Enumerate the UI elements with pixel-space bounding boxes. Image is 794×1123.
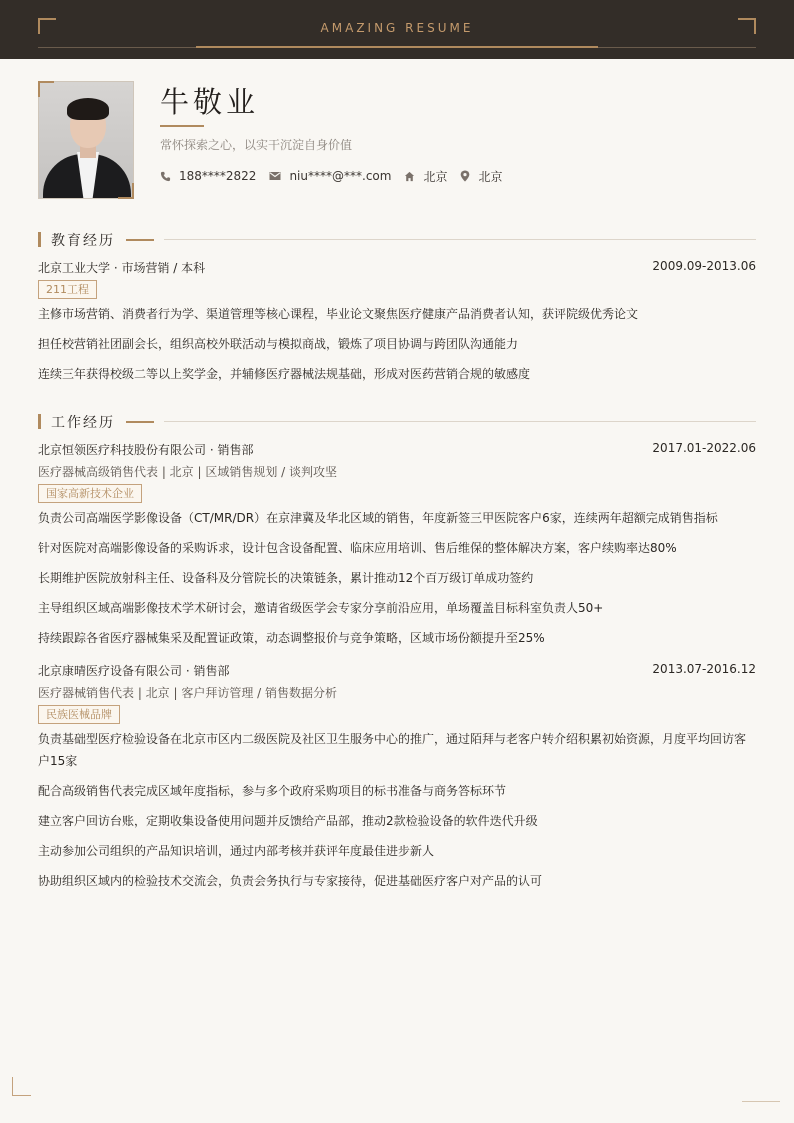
list-item: 长期维护医院放射科主任、设备科及分管院长的决策链条，累计推动12个百万级订单成功签约 — [38, 571, 534, 585]
list-item: 持续跟踪各省医疗器械集采及配置证政策，动态调整报价与竞争策略，区域市场份额提升至25% — [38, 631, 545, 645]
job-entry — [38, 441, 756, 458]
name-underline — [160, 125, 204, 127]
list-item: 担任校营销社团副会长，组织高校外联活动与模拟商战，锻炼了项目协调与跨团队沟通能力 — [38, 337, 519, 351]
location-city: 北京 — [478, 169, 503, 184]
corner-ornament — [12, 1077, 31, 1096]
phone-number: 188****2822 — [179, 169, 257, 183]
education-entry — [38, 259, 756, 276]
footer-rule — [742, 1101, 780, 1102]
section-title: 教育经历 — [51, 233, 115, 249]
section-work — [38, 413, 756, 431]
header-accent-rule — [196, 46, 598, 48]
list-item: 负责基础型医疗检验设备在北京市区内二级医院及社区卫生服务中心的推广，通过陌拜与老客户转介绍积累初始资源，月度平均回访客户15家 — [38, 732, 747, 768]
contact-email — [269, 169, 391, 183]
job-date: 2013.07-2016.12 — [652, 662, 756, 676]
home-icon — [404, 171, 415, 182]
email-address: niu****@***.com — [289, 169, 392, 183]
phone-icon — [160, 171, 171, 182]
header-bar — [0, 0, 794, 59]
location-pin-icon — [460, 170, 470, 182]
school-name: 北京工业大学 · 市场营销 / 本科 — [38, 261, 206, 275]
school-tag: 211工程 — [38, 280, 97, 299]
list-item: 负责公司高端医学影像设备（CT/MR/DR）在京津冀及华北区域的销售，年度新签三甲医院客户6家，连续两年超额完成销售指标 — [38, 511, 718, 525]
section-title: 工作经历 — [51, 415, 115, 431]
photo-corner — [118, 183, 134, 199]
job-date: 2017.01-2022.06 — [652, 441, 756, 455]
list-item: 主导组织区域高端影像技术学术研讨会，邀请省级医学会专家分享前沿应用，单场覆盖目标科室负责人50+ — [38, 601, 604, 615]
motto: 常怀探索之心，以实干沉淀自身价值 — [160, 138, 353, 152]
contact-info — [160, 167, 515, 185]
photo-corner — [38, 81, 54, 97]
profile-photo — [38, 81, 134, 199]
company-tag: 国家高新技术企业 — [38, 484, 142, 503]
brand-title: AMAZING RESUME — [320, 21, 474, 35]
list-item: 协助组织区域内的检验技术交流会，负责会务执行与专家接待，促进基础医疗客户对产品的认可 — [38, 874, 543, 888]
contact-phone — [160, 169, 256, 183]
section-education — [38, 231, 756, 249]
job-entry — [38, 662, 756, 679]
job-role: 医疗器械高级销售代表 | 北京 | 区域销售规划 / 谈判攻坚 — [38, 465, 338, 479]
list-item: 主修市场营销、消费者行为学、渠道管理等核心课程，毕业论文聚焦医疗健康产品消费者认知，获评院级优秀论文 — [38, 307, 639, 321]
list-item: 主动参加公司组织的产品知识培训，通过内部考核并获评年度最佳进步新人 — [38, 844, 435, 858]
contact-home — [404, 168, 447, 185]
mail-icon — [269, 171, 281, 181]
list-item: 连续三年获得校级二等以上奖学金，并辅修医疗器械法规基础，形成对医药营销合规的敏感度 — [38, 367, 531, 381]
job-role: 医疗器械销售代表 | 北京 | 客户拜访管理 / 销售数据分析 — [38, 686, 338, 700]
company-name: 北京康晴医疗设备有限公司 · 销售部 — [38, 664, 230, 678]
list-item: 建立客户回访台账，定期收集设备使用问题并反馈给产品部，推动2款检验设备的软件迭代升级 — [38, 814, 538, 828]
company-name: 北京恒领医疗科技股份有限公司 · 销售部 — [38, 443, 254, 457]
contact-location — [460, 168, 502, 185]
list-item: 针对医院对高端影像设备的采购诉求，设计包含设备配置、临床应用培训、售后维保的整体解决方案，客户续购率达80% — [38, 541, 677, 555]
candidate-name: 牛敬业 — [160, 85, 260, 119]
company-tag: 民族医械品牌 — [38, 705, 120, 724]
home-city: 北京 — [423, 169, 448, 184]
list-item: 配合高级销售代表完成区域年度指标，参与多个政府采购项目的标书准备与商务答标环节 — [38, 784, 507, 798]
education-date: 2009.09-2013.06 — [652, 259, 756, 273]
avatar — [38, 81, 134, 199]
